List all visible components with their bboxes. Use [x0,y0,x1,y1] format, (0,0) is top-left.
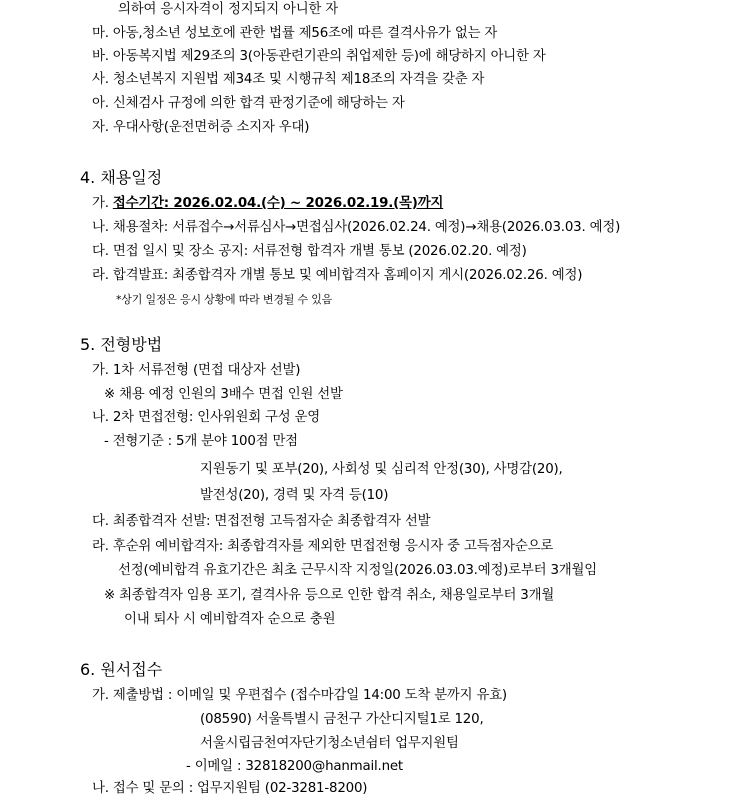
schedule-item-ra: 라. 합격발표: 최종합격자 개별 통보 및 예비합격자 홈페이지 게시(2026.02.26. 예정) [92,268,583,283]
section-heading-schedule: 4. 채용일정 [80,168,163,187]
application-line-2: (08590) 서울특별시 금천구 가산디지털1로 120, [200,712,484,727]
selection-line-10: ※ 최종합격자 임용 포기, 결격사유 등으로 인한 합격 취소, 채용일로부터 3개월 [104,588,555,603]
selection-line-4: - 전형기준 : 5개 분야 100점 만점 [104,434,298,449]
application-line-1: 가. 제출방법 : 이메일 및 우편접수 (접수마감일 14:00 도착 분까지 유효) [92,688,507,703]
eligibility-item-ba: 바. 아동복지법 제29조의 3(아동관련기관의 취업제한 등)에 해당하지 아니한 자 [92,49,546,64]
schedule-item-ga-prefix: 가. [92,196,113,211]
selection-line-5: 지원동기 및 포부(20), 사회성 및 심리적 안정(30), 사명감(20), [200,462,563,477]
selection-line-8: 라. 후순위 예비합격자: 최종합격자를 제외한 면접전형 응시자 중 고득점자순으로 [92,539,554,554]
section-heading-application: 6. 원서접수 [80,660,163,679]
application-period: 접수기간: 2026.02.04.(수) ~ 2026.02.19.(목)까지 [112,196,444,211]
schedule-note: *상기 일정은 응시 상황에 따라 변경될 수 있음 [116,293,333,306]
schedule-item-ga [92,195,443,213]
application-line-4: - 이메일 : 32818200@hanmail.net [186,759,403,774]
section-heading-selection: 5. 전형방법 [80,335,163,354]
selection-line-11: 이내 퇴사 시 예비합격자 순으로 충원 [124,612,336,627]
selection-line-6: 발전성(20), 경력 및 자격 등(10) [200,488,389,503]
eligibility-item-sa: 사. 청소년복지 지원법 제34조 및 시행규칙 제18조의 자격을 갖춘 자 [92,72,485,87]
eligibility-item-a: 아. 신체검사 규정에 의한 합격 판정기준에 해당하는 자 [92,96,405,111]
schedule-item-na: 나. 채용절차: 서류접수→서류심사→면접심사(2026.02.24. 예정)→채용(2026.03.03. 예정) [92,220,621,235]
schedule-item-da: 다. 면접 일시 및 장소 공지: 서류전형 합격자 개별 통보 (2026.02.20. 예정) [92,244,527,259]
eligibility-item-continued: 의하여 응시자격이 정지되지 아니한 자 [118,2,338,17]
eligibility-item-ma: 마. 아동,청소년 성보호에 관한 법률 제56조에 따른 결격사유가 없는 자 [92,26,498,41]
application-line-5: 나. 접수 및 문의 : 업무지원팀 (02-3281-8200) [92,781,368,796]
selection-line-7: 다. 최종합격자 선발: 면접전형 고득점자순 최종합격자 선발 [92,514,431,529]
eligibility-item-ja: 자. 우대사항(운전면허증 소지자 우대) [92,120,310,135]
selection-line-1: 가. 1차 서류전형 (면접 대상자 선발) [92,363,301,378]
selection-line-9: 선정(예비합격 유효기간은 최초 근무시작 지정일(2026.03.03.예정)로부터 3개월임 [118,563,597,578]
selection-line-3: 나. 2차 면접전형: 인사위원회 구성 운영 [92,410,320,425]
application-line-3: 서울시립금천여자단기청소년쉼터 업무지원팀 [200,736,459,751]
selection-line-2: ※ 채용 예정 인원의 3배수 면접 인원 선발 [104,387,343,402]
